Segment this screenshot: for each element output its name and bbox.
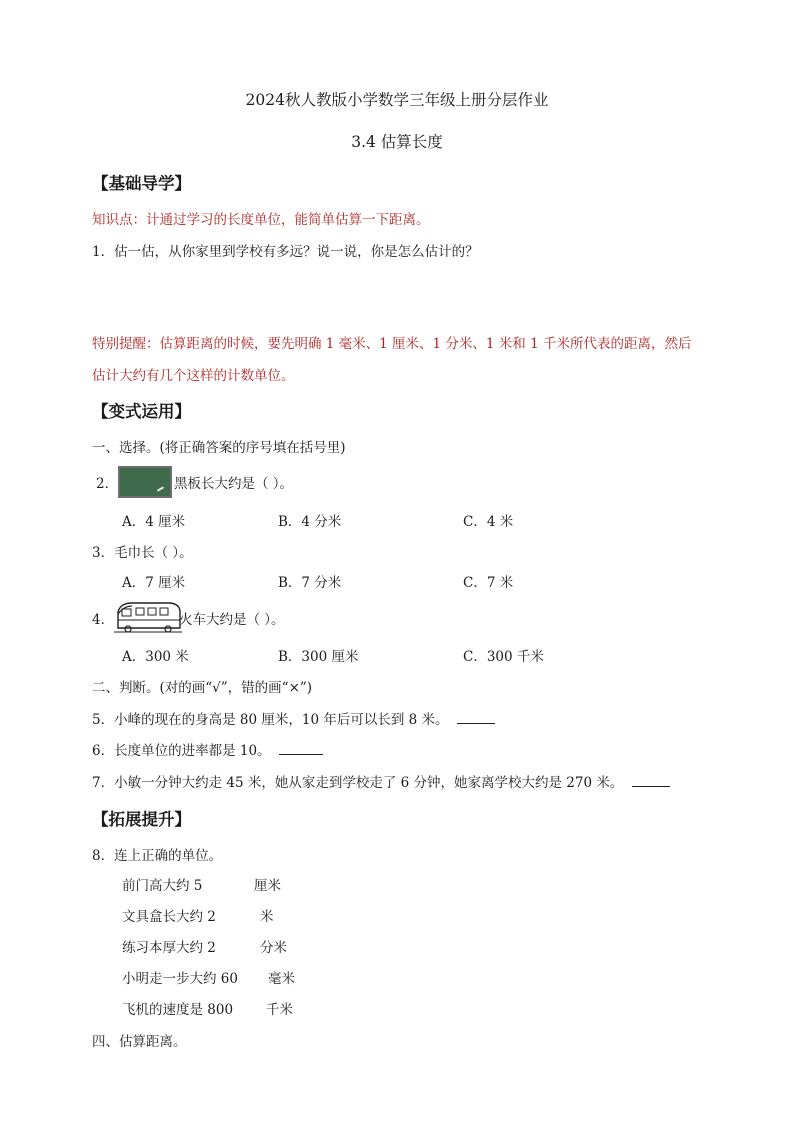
question-3-option-b: B．7 分米 xyxy=(278,575,342,591)
question-5-answer-blank[interactable] xyxy=(457,711,495,724)
match-right-item: 厘米 xyxy=(254,878,281,894)
question-1: 1．估一估，从你家里到学校有多远？说一说，你是怎么估计的？ xyxy=(92,244,479,260)
match-right-item: 米 xyxy=(260,909,274,925)
match-right-item: 分米 xyxy=(260,940,287,956)
question-8: 8．连上正确的单位。 xyxy=(92,848,223,864)
question-4-number: 4． xyxy=(92,612,115,628)
question-2-text: 黑板长大约是（ ）。 xyxy=(174,476,294,492)
worksheet-title: 2024秋人教版小学数学三年级上册分层作业 xyxy=(245,91,549,109)
tip-line-2: 估计大约有几个这样的计数单位。 xyxy=(92,368,295,384)
blackboard-image xyxy=(118,466,172,498)
worksheet-subtitle: 3.4 估算长度 xyxy=(351,133,443,151)
part-2-heading: 二、判断。(对的画“√”，错的画“×”) xyxy=(92,680,313,696)
question-7-answer-blank[interactable] xyxy=(632,774,670,787)
question-7 xyxy=(92,771,670,791)
question-2-option-a: A．4 厘米 xyxy=(122,514,186,530)
question-3-option-c: C．7 米 xyxy=(463,575,514,591)
question-4-option-c: C．300 千米 xyxy=(463,649,544,665)
question-6-text: 6．长度单位的进率都是 10。 xyxy=(92,743,271,759)
section-extend-heading: 【拓展提升】 xyxy=(92,810,191,829)
question-7-text: 7．小敏一分钟大约走 45 米，她从家走到学校走了 6 分钟，她家离学校大约是 270 米。 xyxy=(92,775,624,791)
question-2-option-b: B．4 分米 xyxy=(278,514,342,530)
match-left-item: 飞机的速度是 800 xyxy=(122,1002,234,1018)
match-left-item: 文具盒长大约 2 xyxy=(122,909,216,925)
question-2-option-c: C．4 米 xyxy=(463,514,514,530)
question-4-text: 火车大约是（ ）。 xyxy=(179,612,285,628)
part-1-heading: 一、选择。(将正确答案的序号填在括号里) xyxy=(92,440,346,456)
match-left-item: 小明走一步大约 60 xyxy=(122,971,238,987)
section-variant-heading: 【变式运用】 xyxy=(92,402,191,421)
part-4-heading: 四、估算距离。 xyxy=(92,1034,187,1050)
question-6-answer-blank[interactable] xyxy=(279,742,323,755)
question-2-number: 2． xyxy=(96,476,119,492)
question-3-text: 3．毛巾长（ ）。 xyxy=(92,545,193,561)
match-left-item: 练习本厚大约 2 xyxy=(122,940,216,956)
section-basic-heading: 【基础导学】 xyxy=(92,174,191,193)
match-right-item: 毫米 xyxy=(268,971,295,987)
match-right-item: 千米 xyxy=(266,1002,293,1018)
match-left-item: 前门高大约 5 xyxy=(122,878,203,894)
knowledge-point: 知识点：计通过学习的长度单位，能简单估算一下距离。 xyxy=(92,212,430,228)
train-icon xyxy=(114,600,182,634)
tip-line-1: 特别提醒：估算距离的时候，要先明确 1 毫米、1 厘米、1 分米、1 米和 1 千米所代表的距离，然后 xyxy=(92,336,692,352)
question-4-option-b: B．300 厘米 xyxy=(278,649,359,665)
question-5 xyxy=(92,708,495,728)
question-6 xyxy=(92,739,323,759)
question-5-text: 5．小峰的现在的身高是 80 厘米，10 年后可以长到 8 米。 xyxy=(92,712,449,728)
question-3-option-a: A．7 厘米 xyxy=(122,575,186,591)
question-4-option-a: A．300 米 xyxy=(122,649,189,665)
